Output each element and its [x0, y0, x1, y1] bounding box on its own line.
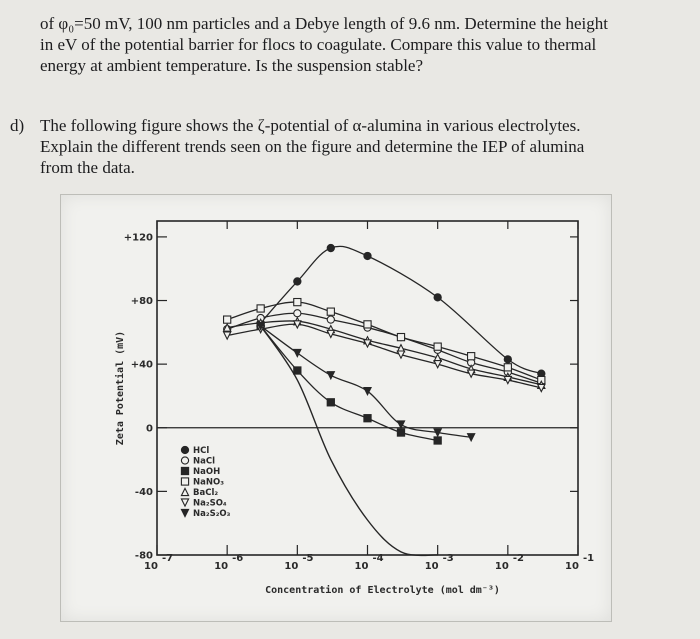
data-point: [327, 330, 334, 337]
legend-entry: NaOH: [193, 467, 221, 477]
x-tick-label: 10: [494, 561, 509, 572]
data-point: [504, 356, 511, 363]
data-point: [327, 372, 334, 379]
part-d-label: d): [10, 116, 25, 135]
data-point: [397, 334, 404, 341]
x-tick-exponent: -4: [372, 553, 384, 564]
legend: [181, 446, 230, 519]
data-point: [434, 361, 441, 368]
data-point: [294, 310, 301, 317]
data-point: [364, 321, 371, 328]
x-tick-exponent: -1: [583, 553, 595, 564]
data-point: [364, 252, 371, 259]
data-point: [257, 305, 264, 312]
x-tick-exponent: -3: [442, 553, 454, 564]
part-d-line-2: Explain the different trends seen on the figure and determine the IEP of alumina: [40, 137, 585, 156]
x-tick-exponent: -7: [162, 553, 174, 564]
legend-marker: [181, 478, 188, 485]
part-d-line-3: from the data.: [40, 158, 135, 177]
series-line: [227, 324, 541, 388]
x-tick-label: 10: [565, 561, 579, 572]
data-point: [468, 353, 475, 360]
data-point: [294, 299, 301, 306]
legend-entry: NaCl: [193, 456, 216, 467]
data-point: [294, 278, 301, 285]
data-point: [434, 294, 441, 301]
data-point: [397, 429, 404, 436]
part-d-line-1: The following figure shows the ζ-potential of α-alumina in various electrolytes.: [40, 116, 581, 135]
question-line-1: of φ₀=50 mV, 100 nm particles and a Debye length of 9.6 nm. Determine the height: [40, 14, 608, 33]
y-axis-title: Zeta Potential (mV): [115, 330, 126, 446]
x-tick-label: 10: [424, 561, 439, 572]
y-tick-label: 0: [146, 423, 153, 435]
data-point: [327, 316, 334, 323]
zeta-potential-chart: [61, 195, 611, 621]
extra-curve: [261, 326, 438, 555]
question-line-3: energy at ambient temperature. Is the suspension stable?: [40, 56, 424, 75]
x-tick-exponent: -5: [302, 553, 314, 564]
data-point: [397, 351, 404, 358]
legend-entry: BaCl₂: [193, 488, 219, 498]
legend-marker: [181, 509, 188, 516]
y-tick-label: +80: [130, 296, 153, 308]
x-tick-exponent: -2: [512, 553, 524, 564]
x-axis-title: Concentration of Electrolyte (mol dm⁻³): [265, 585, 500, 596]
data-point: [397, 421, 404, 428]
data-point: [434, 343, 441, 350]
y-tick-label: -80: [134, 550, 153, 562]
legend-entry: NaNO₃: [193, 477, 224, 488]
x-tick-label: 10: [354, 561, 369, 572]
data-point: [364, 415, 371, 422]
y-tick-label: +40: [130, 359, 153, 371]
data-point: [294, 367, 301, 374]
x-tick-exponent: -6: [232, 553, 244, 564]
x-tick-label: 10: [144, 561, 158, 572]
zeta-potential-figure: [60, 194, 612, 622]
legend-marker: [181, 488, 188, 495]
data-point: [504, 364, 511, 371]
question-line-2: in eV of the potential barrier for flocs to coagulate. Compare this value to thermal: [40, 35, 597, 54]
y-tick-label: +120: [123, 232, 153, 244]
legend-marker: [181, 499, 188, 506]
data-point: [434, 437, 441, 444]
x-tick-label: 10: [214, 561, 229, 572]
legend-marker: [181, 457, 188, 464]
data-point: [327, 399, 334, 406]
data-point: [327, 244, 334, 251]
data-point: [224, 316, 231, 323]
legend-marker: [181, 467, 188, 474]
legend-marker: [181, 446, 188, 453]
legend-entry: Na₂SO₄: [193, 498, 227, 509]
y-tick-label: -40: [134, 486, 153, 498]
legend-entry: HCl: [193, 446, 210, 456]
x-tick-label: 10: [284, 561, 299, 572]
data-point: [327, 308, 334, 315]
legend-entry: Na₂S₂O₃: [193, 509, 231, 519]
